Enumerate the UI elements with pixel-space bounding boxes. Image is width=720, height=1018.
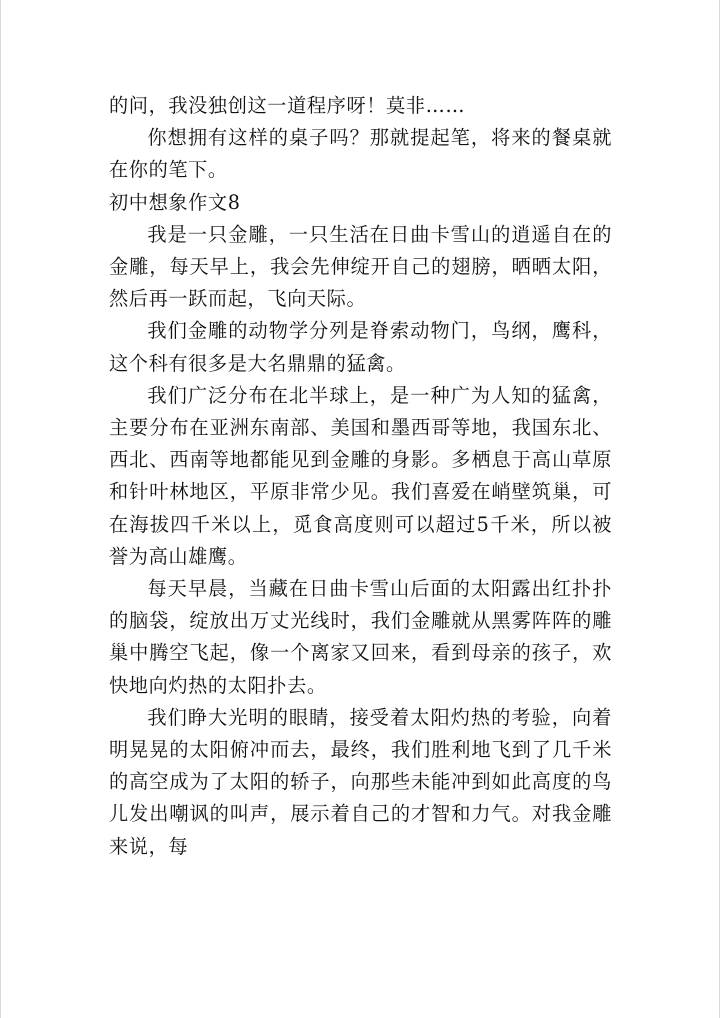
paragraph-morning: 每天早晨，当藏在日曲卡雪山后面的太阳露出红扑扑的脑袋，绽放出万丈光线时，我们金雕就从黑雾阵阵的雕巢中腾空飞起，像一个离家又回来，看到母亲的孩子，欢快地向灼热的太阳扑去。 [109, 577, 612, 697]
paragraph-flight: 我们睁大光明的眼睛，接受着太阳灼热的考验，向着明晃晃的太阳俯冲而去，最终，我们胜利地飞到了几千米的高空成为了太阳的轿子，向那些未能冲到如此高度的鸟儿发出嘲讽的叫声，展示着自己的才智和力气。对我金雕来说，每 [109, 705, 612, 858]
paragraph-classification: 我们金雕的动物学分列是脊索动物门，鸟纲，鹰科，这个科有很多是大名鼎鼎的猛禽。 [109, 319, 612, 375]
paragraph-intro: 我是一只金雕，一只生活在日曲卡雪山的逍遥自在的金雕，每天早上，我会先伸绽开自己的翅膀，晒晒太阳，然后再一跃而起，飞向天际。 [109, 222, 612, 311]
essay-title: 初中想象作文8 [109, 190, 241, 214]
paragraph-continuation: 的问，我没独创这一道程序呀！莫非…… [109, 94, 466, 117]
paragraph-distribution: 我们广泛分布在北半球上，是一种广为人知的猛禽，主要分布在亚洲东南部、美国和墨西哥等地，我国东北、西北、西南等地都能见到金雕的身影。多栖息于高山草原和针叶林地区，平原非常少见。我们喜爱在峭壁筑巢，可在海拔四千米以上，觅食高度则可以超过5千米，所以被誉为高山雄鹰。 [109, 383, 612, 568]
document-body [109, 90, 612, 863]
paragraph-closing: 你想拥有这样的桌子吗？那就提起笔，将来的餐桌就在你的笔下。 [109, 126, 612, 182]
